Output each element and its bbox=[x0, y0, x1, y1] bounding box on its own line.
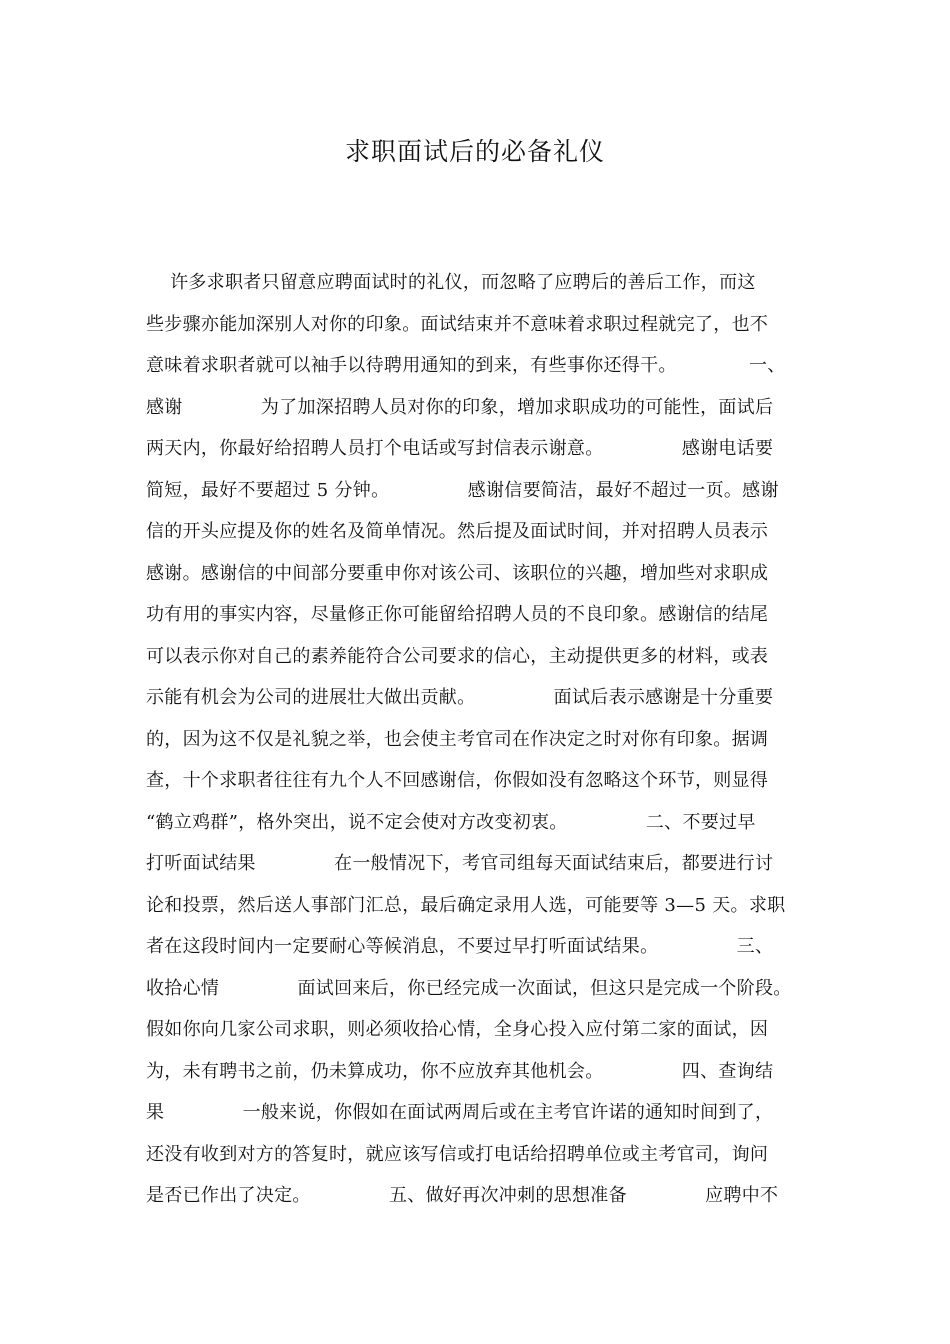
body-line: 信的开头应提及你的姓名及简单情况。然后提及面试时间，并对招聘人员表示 bbox=[146, 521, 769, 542]
body-line: 两天内，你最好给招聘人员打个电话或写封信表示谢意。 感谢电话要 bbox=[146, 438, 774, 459]
document-body bbox=[146, 262, 826, 1217]
body-line: 示能有机会为公司的进展壮大做出贡献。 面试后表示感谢是十分重要 bbox=[146, 687, 774, 708]
body-line: 收拾心情 面试回来后，你已经完成一次面试，但这只是完成一个阶段。 bbox=[146, 977, 792, 999]
body-line: 功有用的事实内容，尽量修正你可能留给招聘人员的不良印象。感谢信的结尾 bbox=[146, 604, 769, 625]
document-title: 求职面试后的必备礼仪 bbox=[344, 137, 605, 166]
body-line: 者在这段时间内一定要耐心等候消息，不要过早打听面试结果。 三、 bbox=[146, 936, 774, 957]
body-line: 的，因为这不仅是礼貌之举，也会使主考官司在作决定之时对你有印象。据调 bbox=[146, 728, 769, 750]
body-line: 还没有收到对方的答复时，就应该写信或打电话给招聘单位或主考官司，询问 bbox=[146, 1143, 769, 1165]
body-line: 简短，最好不要超过 5 分钟。 感谢信要简洁，最好不超过一页。感谢 bbox=[146, 479, 779, 501]
body-line: 是否已作出了决定。 五、做好再次冲刺的思想准备 应聘中不 bbox=[146, 1185, 779, 1206]
body-line: 查，十个求职者往往有九个人不回感谢信，你假如没有忽略这个环节，则显得 bbox=[146, 770, 769, 791]
body-line: 假如你向几家公司求职，则必须收拾心情，全身心投入应付第二家的面试，因 bbox=[146, 1019, 769, 1040]
body-line: 打听面试结果 在一般情况下，考官司组每天面试结束后，都要进行讨 bbox=[146, 853, 774, 874]
body-line: 为，未有聘书之前，仍未算成功，你不应放弃其他机会。 四、查询结 bbox=[146, 1060, 774, 1082]
body-line: “鹤立鸡群”，格外突出，说不定会使对方改变初衷。 二、不要过早 bbox=[146, 811, 756, 833]
body-line: 感谢 为了加深招聘人员对你的印象，增加求职成功的可能性，面试后 bbox=[146, 396, 774, 418]
body-line: 论和投票，然后送人事部门汇总，最后确定录用人选，可能要等 3—5 天。求职 bbox=[146, 894, 786, 916]
body-line: 许多求职者只留意应聘面试时的礼仪，而忽略了应聘后的善后工作，而这 bbox=[146, 272, 756, 293]
body-line: 果 一般来说，你假如在面试两周后或在主考官许诺的通知时间到了， bbox=[146, 1102, 774, 1123]
body-line: 感谢。感谢信的中间部分要重申你对该公司、该职位的兴趣，增加些对求职成 bbox=[146, 562, 769, 584]
body-line: 些步骤亦能加深别人对你的印象。面试结束并不意味着求职过程就完了，也不 bbox=[146, 313, 769, 335]
body-line: 意味着求职者就可以袖手以待聘用通知的到来，有些事你还得干。 一、 bbox=[146, 355, 786, 376]
body-line: 可以表示你对自己的素养能符合公司要求的信心，主动提供更多的材料，或表 bbox=[146, 645, 769, 667]
